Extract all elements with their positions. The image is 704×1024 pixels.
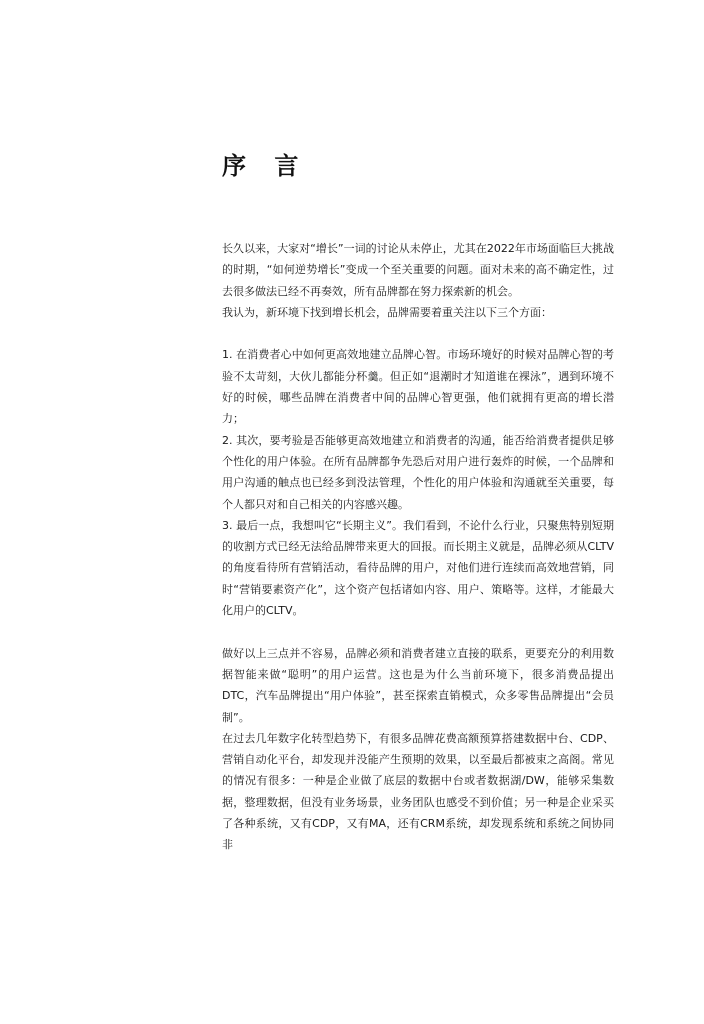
paragraph: 3. 最后一点，我想叫它“长期主义”。我们看到，不论什么行业，只聚焦特别短期的收割方式已经无法给品牌带来更大的回报。而长期主义就是，品牌必须从CLTV的角度看待所有营销活动，看待品牌的用户，对他们进行连续而高效地营销，同时“营销要素资产化”，这个资产包括诸如内容、用户、策略等。这样，才能最大化用户的CLTV。 (222, 518, 614, 618)
paragraph: 我认为，新环境下找到增长机会，品牌需要着重关注以下三个方面： (222, 305, 552, 319)
paragraph-spacer (222, 323, 614, 344)
paragraph: 1. 在消费者心中如何更高效地建立品牌心智。市场环境好的时候对品牌心智的考验不太苛刻，大伙儿都能分杯羹。但正如“退潮时才知道谁在裸泳”，遇到环境不好的时候，哪些品牌在消费者中间的品牌心智更强，他们就拥有更高的增长潜力； (222, 348, 614, 426)
paragraph: 做好以上三点并不容易，品牌必须和消费者建立直接的联系，更要充分的利用数据智能来做“聪明”的用户运营。这也是为什么当前环境下，很多消费品提出DTC，汽车品牌提出“用户体验”，甚至探索直销模式，众多零售品牌提出“会员制”。 (222, 646, 614, 724)
paragraph: 在过去几年数字化转型趋势下，有很多品牌花费高额预算搭建数据中台、CDP、营销自动化平台，却发现并没能产生预期的效果，以至最后都被束之高阁。常见的情况有很多：一种是企业做了底层的数据中台或者数据湖/DW，能够采集数据，整理数据，但没有业务场景，业务团队也感受不到价值；另一种是企业采买了各种系统，又有CDP，又有MA，还有CRM系统，却发现系统和系统之间协同非 (222, 731, 614, 852)
paragraph: 长久以来，大家对“增长”一词的讨论从未停止，尤其在2022年市场面临巨大挑战的时期，“如何逆势增长”变成一个至关重要的问题。面对未来的高不确定性，过去很多做法已经不再奏效，所有品牌都在努力探索新的机会。 (222, 242, 614, 298)
body-text (222, 238, 614, 856)
page-title: 序 言 (222, 152, 309, 180)
paragraph-spacer (222, 621, 614, 642)
paragraph: 2. 其次，要考验是否能够更高效地建立和消费者的沟通，能否给消费者提供足够个性化的用户体验。在所有品牌都争先恐后对用户进行轰炸的时候，一个品牌和用户沟通的触点也已经多到没法管理，个性化的用户体验和沟通就至关重要，每个人都只对和自己相关的内容感兴趣。 (222, 433, 614, 511)
